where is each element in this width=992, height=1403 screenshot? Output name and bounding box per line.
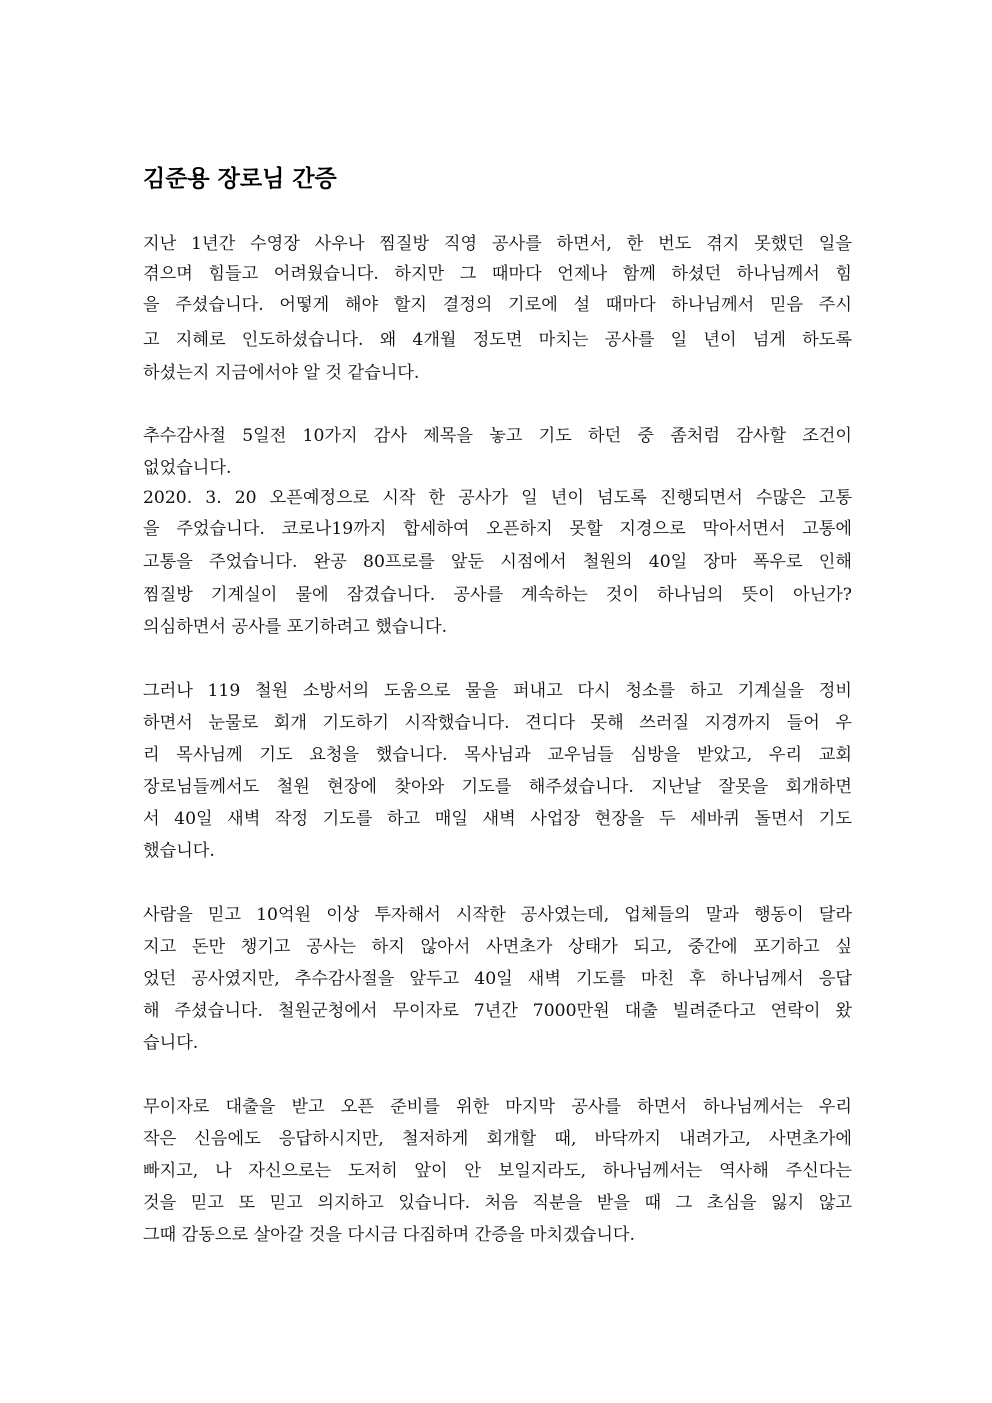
text-line: 을 주었습니다. 코로나19까지 합세하여 오픈하지 못할 지경으로 막아서면서 고통에: [143, 519, 852, 539]
text-line: 하셨는지 지금에서야 알 것 같습니다.: [143, 363, 420, 383]
text-line: 겪으며 힘들고 어려웠습니다. 하지만 그 때마다 언제나 함께 하셨던 하나님께서 힘: [143, 264, 852, 284]
text-line: 했습니다.: [143, 841, 215, 861]
text-line: 의심하면서 공사를 포기하려고 했습니다.: [143, 617, 448, 637]
text-line: 습니다.: [143, 1033, 199, 1053]
document-title: 김준용 장로님 간증: [143, 166, 337, 192]
text-line: 해 주셨습니다. 철원군청에서 무이자로 7년간 7000만원 대출 빌려준다고 연락이 왔: [143, 1001, 852, 1021]
text-line: 것을 믿고 또 믿고 의지하고 있습니다. 처음 직분을 받을 때 그 초심을 잃지 않고: [143, 1193, 852, 1213]
text-line: 빠지고, 나 자신으로는 도저히 앞이 안 보일지라도, 하나님께서는 역사해 주신다는: [143, 1161, 852, 1181]
text-line: 추수감사절 5일전 10가지 감사 제목을 놓고 기도 하던 중 좀처럼 감사할 조건이: [143, 426, 852, 446]
text-line: 무이자로 대출을 받고 오픈 준비를 위한 마지막 공사를 하면서 하나님께서는 우리: [143, 1097, 852, 1117]
text-line: 지난 1년간 수영장 사우나 찜질방 직영 공사를 하면서, 한 번도 겪지 못했던 일을: [143, 234, 852, 254]
text-line: 그때 감동으로 살아갈 것을 다시금 다짐하며 간증을 마치겠습니다.: [143, 1225, 635, 1245]
text-line: 었던 공사였지만, 추수감사절을 앞두고 40일 새벽 기도를 마친 후 하나님께서 응답: [143, 969, 852, 989]
text-line: 고 지혜로 인도하셨습니다. 왜 4개월 정도면 마치는 공사를 일 년이 넘게 하도록: [143, 330, 852, 350]
text-line: 없었습니다.: [143, 458, 232, 478]
text-line: 찜질방 기계실이 물에 잠겼습니다. 공사를 계속하는 것이 하나님의 뜻이 아닌가?: [143, 585, 852, 605]
text-line: 하면서 눈물로 회개 기도하기 시작했습니다. 견디다 못해 쓰러질 지경까지 들어 우: [143, 713, 852, 733]
text-line: 사람을 믿고 10억원 이상 투자해서 시작한 공사였는데, 업체들의 말과 행동이 달라: [143, 905, 852, 925]
text-line: 작은 신음에도 응답하시지만, 철저하게 회개할 때, 바닥까지 내려가고, 사면초가에: [143, 1129, 852, 1149]
text-line: 지고 돈만 챙기고 공사는 하지 않아서 사면초가 상태가 되고, 중간에 포기하고 싶: [143, 937, 852, 957]
text-line: 2020. 3. 20 오픈예정으로 시작 한 공사가 일 년이 넘도록 진행되면서 수많은 고통: [143, 488, 852, 508]
text-line: 장로님들께서도 철원 현장에 찾아와 기도를 해주셨습니다. 지난날 잘못을 회개하면: [143, 777, 852, 797]
text-line: 고통을 주었습니다. 완공 80프로를 앞둔 시점에서 철원의 40일 장마 폭우로 인해: [143, 552, 852, 572]
text-line: 을 주셨습니다. 어떻게 해야 할지 결정의 기로에 설 때마다 하나님께서 믿음 주시: [143, 295, 852, 315]
text-line: 서 40일 새벽 작정 기도를 하고 매일 새벽 사업장 현장을 두 세바퀴 돌면서 기도: [143, 809, 852, 829]
text-line: 그러나 119 철원 소방서의 도움으로 물을 퍼내고 다시 청소를 하고 기계실을 정비: [143, 681, 852, 701]
text-line: 리 목사님께 기도 요청을 했습니다. 목사님과 교우님들 심방을 받았고, 우리 교회: [143, 745, 852, 765]
